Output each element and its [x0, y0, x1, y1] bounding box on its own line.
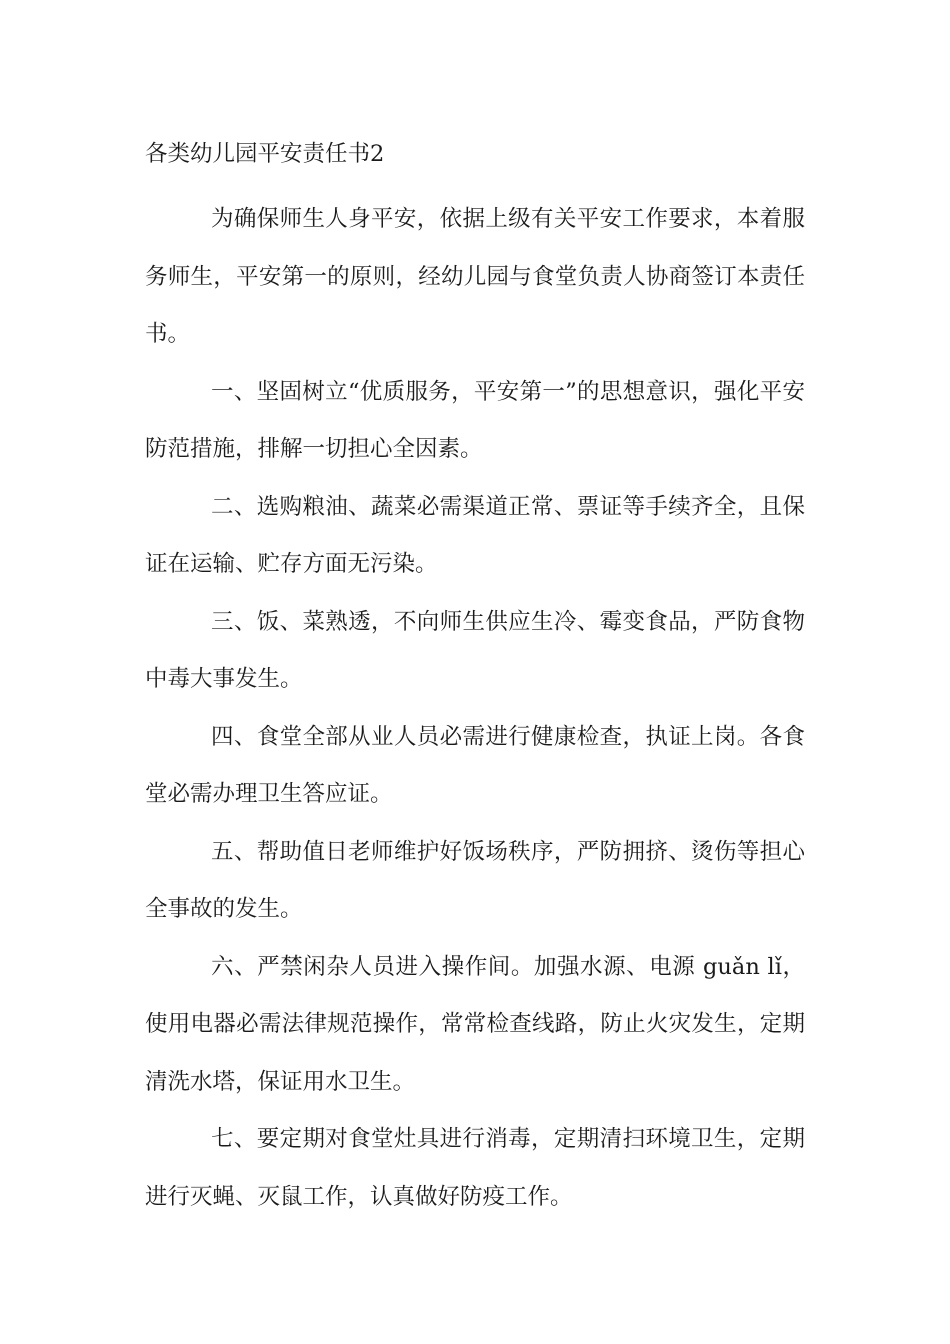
paragraph-clause-3: 三、饭、菜熟透，不向师生供应生冷、霉变食品，严防食物中毒大事发生。: [145, 608, 805, 692]
paragraph-clause-5: 五、帮助值日老师维护好饭场秩序，严防拥挤、烫伤等担心全事故的发生。: [145, 838, 805, 922]
paragraph-clause-1: 一、坚固树立“优质服务，平安第一”的思想意识，强化平安防范措施，排解一切担心全因素。: [145, 378, 805, 462]
paragraph-clause-2: 二、选购粮油、蔬菜必需渠道正常、票证等手续齐全，且保证在运输、贮存方面无污染。: [145, 493, 805, 577]
document-title: 各类幼儿园平安责任书2: [145, 141, 385, 167]
document-body: [145, 133, 805, 1226]
paragraph-clause-4: 四、食堂全部从业人员必需进行健康检查，执证上岗。各食堂必需办理卫生答应证。: [145, 723, 805, 807]
paragraph-intro: 为确保师生人身平安，依据上级有关平安工作要求，本着服务师生，平安第一的原则，经幼儿园与食堂负责人协商签订本责任书。: [145, 206, 805, 347]
paragraph-clause-6: 六、严禁闲杂人员进入操作间。加强水源、电源 guǎn lǐ，使用电器必需法律规范操作，常常检查线路，防止火灾发生，定期清洗水塔，保证用水卫生。: [145, 953, 805, 1095]
paragraph-clause-7: 七、要定期对食堂灶具进行消毒，定期清扫环境卫生，定期进行灭蝇、灭鼠工作，认真做好防疫工作。: [145, 1126, 805, 1210]
